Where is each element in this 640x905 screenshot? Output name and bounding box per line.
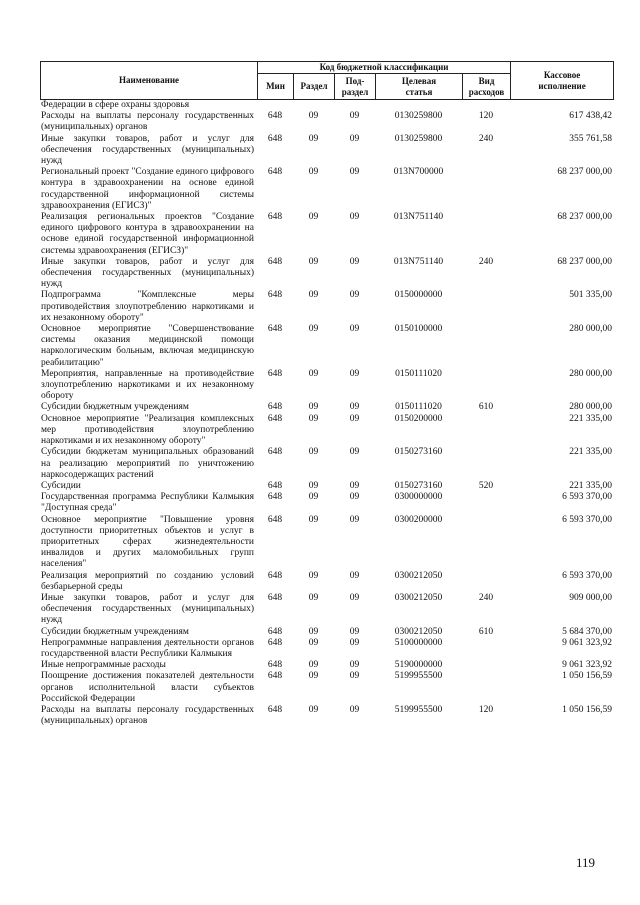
row-razdel: 09 <box>308 133 319 144</box>
row-name: Региональный проект "Создание единого цифрового контура в здравоохранении на основе единой государственной информационной системы здравоохранения (ЕГИСЗ)" <box>41 167 254 211</box>
table-row <box>40 705 613 727</box>
header-vid-line1: Вид <box>478 75 495 86</box>
page-number: 119 <box>576 855 596 870</box>
row-celevaya: 0300212050 <box>394 592 443 603</box>
table-header <box>40 61 614 100</box>
header-razdel: Раздел <box>294 74 335 100</box>
row-name: Государственная программа Республики Калмыкия "Доступная среда" <box>41 492 254 514</box>
row-amount: 6 593 370,00 <box>562 492 612 503</box>
row-min: 648 <box>267 212 283 223</box>
row-min: 648 <box>267 570 283 581</box>
row-celevaya: 5190000000 <box>394 660 443 671</box>
row-podrazdel: 09 <box>349 480 360 491</box>
row-razdel: 09 <box>308 626 319 637</box>
row-razdel: 09 <box>308 167 319 178</box>
table-row <box>40 324 613 369</box>
row-amount: 221 335,00 <box>569 480 612 491</box>
row-min: 648 <box>267 704 283 715</box>
row-vid <box>462 100 510 111</box>
header-vid <box>463 74 511 100</box>
row-celevaya: 5199955500 <box>394 671 443 682</box>
header-vid-line2: расходов <box>468 86 505 97</box>
row-celevaya: 0300212050 <box>394 570 443 581</box>
row-celevaya: 0300212050 <box>394 626 443 637</box>
row-vid: 240 <box>478 133 494 144</box>
row-min: 648 <box>267 447 283 458</box>
header-podrazdel-line1: Под- <box>345 75 365 86</box>
header-celevaya-line2: статья <box>405 86 433 97</box>
row-celevaya: 0150000000 <box>394 290 443 301</box>
row-razdel: 09 <box>308 402 319 413</box>
row-podrazdel: 09 <box>349 368 360 379</box>
table-row <box>40 593 613 627</box>
row-amount: 617 438,42 <box>569 111 612 122</box>
row-celevaya: 0300200000 <box>394 514 443 525</box>
row-vid: 520 <box>478 480 494 491</box>
table-row <box>40 447 613 481</box>
row-podrazdel: 09 <box>349 324 360 335</box>
header-kassovoe-line1: Кассовое <box>543 69 581 80</box>
row-razdel: 09 <box>308 111 319 122</box>
row-min: 648 <box>267 133 283 144</box>
row-min: 648 <box>267 671 283 682</box>
row-razdel: 09 <box>308 671 319 682</box>
row-vid: 240 <box>478 256 494 267</box>
row-min: 648 <box>267 111 283 122</box>
row-celevaya: 013N751140 <box>393 256 444 267</box>
table-row <box>40 257 613 291</box>
header-kassovoe <box>511 62 614 100</box>
row-amount: 909 000,00 <box>569 592 612 603</box>
row-vid: 120 <box>478 704 494 715</box>
row-min: 648 <box>267 368 283 379</box>
row-razdel: 09 <box>308 256 319 267</box>
budget-table <box>40 61 613 727</box>
row-vid <box>462 571 510 593</box>
row-vid <box>462 290 510 324</box>
row-celevaya: 013N751140 <box>393 212 444 223</box>
row-podrazdel: 09 <box>349 671 360 682</box>
row-vid <box>462 660 510 671</box>
table-row <box>40 290 613 324</box>
row-amount: 6 593 370,00 <box>562 570 612 581</box>
row-podrazdel: 09 <box>349 402 360 413</box>
row-podrazdel: 09 <box>349 133 360 144</box>
row-podrazdel: 09 <box>349 514 360 525</box>
row-vid: 120 <box>478 111 494 122</box>
row-razdel: 09 <box>308 447 319 458</box>
row-celevaya: 0150111020 <box>395 368 442 379</box>
row-amount: 280 000,00 <box>569 402 612 413</box>
row-vid <box>462 447 510 481</box>
row-name: Субсидии бюджетным учреждениям <box>41 402 189 413</box>
row-podrazdel: 09 <box>349 492 360 503</box>
row-podrazdel: 09 <box>349 660 360 671</box>
row-amount: 68 237 000,00 <box>557 212 612 223</box>
row-vid: 610 <box>478 402 494 413</box>
table-row <box>40 111 613 133</box>
row-name: Иные закупки товаров, работ и услуг для обеспечения государственных (муниципальных) нужд <box>41 592 254 626</box>
table-row <box>40 627 613 638</box>
row-razdel: 09 <box>308 212 319 223</box>
row-amount <box>510 100 613 111</box>
row-amount: 5 684 370,00 <box>562 626 612 637</box>
row-amount: 280 000,00 <box>569 324 612 335</box>
row-name: Иные непрограммные расходы <box>41 660 166 671</box>
row-name: Субсидии <box>41 480 81 491</box>
row-podrazdel: 09 <box>349 111 360 122</box>
row-razdel: 09 <box>308 492 319 503</box>
row-razdel <box>293 100 334 111</box>
row-razdel: 09 <box>308 324 319 335</box>
row-vid <box>462 167 510 212</box>
row-min: 648 <box>267 480 283 491</box>
row-razdel: 09 <box>308 368 319 379</box>
header-podrazdel-line2: раздел <box>341 86 369 97</box>
row-min: 648 <box>267 626 283 637</box>
header-name: Наименование <box>41 62 258 100</box>
row-amount: 68 237 000,00 <box>557 256 612 267</box>
row-vid <box>462 414 510 448</box>
row-podrazdel: 09 <box>349 447 360 458</box>
row-vid <box>462 492 510 514</box>
table-row <box>40 638 613 660</box>
row-name: Субсидии бюджетным учреждениям <box>41 626 189 637</box>
row-vid: 240 <box>478 592 494 603</box>
row-amount: 501 335,00 <box>569 290 612 301</box>
row-amount: 355 761,58 <box>569 133 612 144</box>
row-vid <box>462 671 510 705</box>
table-row <box>40 167 613 212</box>
row-razdel: 09 <box>308 413 319 424</box>
row-vid <box>462 515 510 571</box>
table-row <box>40 481 613 492</box>
row-name: Федерации в сфере охраны здоровья <box>41 100 190 110</box>
row-celevaya: 0300000000 <box>394 492 443 503</box>
row-min: 648 <box>267 167 283 178</box>
header-min: Мин <box>258 74 294 100</box>
row-podrazdel: 09 <box>349 570 360 581</box>
row-podrazdel: 09 <box>349 256 360 267</box>
table-row <box>40 660 613 671</box>
row-amount: 280 000,00 <box>569 368 612 379</box>
row-razdel: 09 <box>308 660 319 671</box>
row-podrazdel: 09 <box>349 290 360 301</box>
row-podrazdel: 09 <box>349 637 360 648</box>
row-razdel: 09 <box>308 290 319 301</box>
row-razdel: 09 <box>308 704 319 715</box>
row-podrazdel <box>334 100 375 111</box>
row-celevaya: 5100000000 <box>394 637 443 648</box>
row-name: Субсидии бюджетам муниципальных образований на реализацию мероприятий по уничтожению наркосодержащих растений <box>41 447 254 480</box>
row-name: Реализация мероприятий по созданию условий безбарьерной среды <box>41 570 254 592</box>
row-razdel: 09 <box>308 480 319 491</box>
row-min: 648 <box>267 592 283 603</box>
row-vid <box>462 369 510 403</box>
row-amount: 68 237 000,00 <box>557 167 612 178</box>
row-name: Подпрограмма "Комплексные меры противодействия злоупотреблению наркотиками и их незаконному обороту" <box>41 290 254 323</box>
row-podrazdel: 09 <box>349 167 360 178</box>
row-min: 648 <box>267 402 283 413</box>
row-podrazdel: 09 <box>349 626 360 637</box>
header-kbk: Код бюджетной классификации <box>258 62 511 74</box>
table-row <box>40 515 613 571</box>
row-amount: 221 335,00 <box>569 447 612 458</box>
row-name: Иные закупки товаров, работ и услуг для обеспечения государственных (муниципальных) нужд <box>41 133 254 167</box>
row-name: Иные закупки товаров, работ и услуг для обеспечения государственных (муниципальных) нужд <box>41 256 254 290</box>
row-name: Основное мероприятие "Совершенствование системы оказания медицинской помощи наркологическим больным, включая медицинскую реабилитацию" <box>41 324 254 368</box>
row-name: Мероприятия, направленные на противодействие злоупотреблению наркотиками и их незаконному обороту <box>41 368 254 402</box>
row-amount: 1 050 156,59 <box>562 671 612 682</box>
row-min: 648 <box>267 492 283 503</box>
row-min: 648 <box>267 290 283 301</box>
row-celevaya: 013N700000 <box>393 167 444 178</box>
table-row <box>40 402 613 413</box>
table-body <box>40 100 613 727</box>
row-min: 648 <box>267 514 283 525</box>
row-podrazdel: 09 <box>349 212 360 223</box>
row-name: Основное мероприятие "Реализация комплексных мер противодействия злоупотреблению наркотиками и их незаконному обороту" <box>41 413 254 447</box>
row-celevaya: 0150100000 <box>394 324 443 335</box>
row-celevaya: 0130259800 <box>394 133 443 144</box>
header-celevaya <box>376 74 463 100</box>
row-podrazdel: 09 <box>349 592 360 603</box>
table-row <box>40 492 613 514</box>
table-row <box>40 212 613 257</box>
row-vid: 610 <box>478 626 494 637</box>
table-row <box>40 100 613 111</box>
row-min: 648 <box>267 256 283 267</box>
row-name: Поощрение достижения показателей деятельности органов исполнительной власти субъектов Российской Федерации <box>41 671 254 704</box>
row-razdel: 09 <box>308 514 319 525</box>
row-celevaya: 0150111020 <box>395 402 442 413</box>
row-min: 648 <box>267 324 283 335</box>
row-amount: 9 061 323,92 <box>562 660 612 671</box>
row-vid <box>462 212 510 257</box>
header-podrazdel <box>335 74 376 100</box>
row-name: Основное мероприятие "Повышение уровня доступности приоритетных объектов и услуг в приоритетных сферах жизнедеятельности инвалидов и других маломобильных групп населения" <box>41 514 254 570</box>
row-amount: 1 050 156,59 <box>562 704 612 715</box>
row-amount: 221 335,00 <box>569 413 612 424</box>
row-celevaya: 0130259800 <box>394 111 443 122</box>
row-name: Реализация региональных проектов "Создание единого цифрового контура в здравоохранении на основе единой государственной информационной системы здравоохранения (ЕГИСЗ)" <box>41 212 254 256</box>
row-min: 648 <box>267 660 283 671</box>
row-name: Расходы на выплаты персоналу государственных (муниципальных) органов <box>41 704 254 727</box>
row-celevaya: 0150273160 <box>394 480 443 491</box>
row-razdel: 09 <box>308 570 319 581</box>
row-vid <box>462 324 510 369</box>
row-min <box>257 100 293 111</box>
row-amount: 6 593 370,00 <box>562 514 612 525</box>
row-celevaya <box>375 100 462 111</box>
row-vid <box>462 638 510 660</box>
table-row <box>40 414 613 448</box>
row-celevaya: 5199955500 <box>394 704 443 715</box>
row-podrazdel: 09 <box>349 704 360 715</box>
row-razdel: 09 <box>308 637 319 648</box>
row-name: Непрограммные направления деятельности органов государственной власти Республики Калмыкия <box>41 637 254 659</box>
table-row <box>40 571 613 593</box>
row-name: Расходы на выплаты персоналу государственных (муниципальных) органов <box>41 111 254 133</box>
row-amount: 9 061 323,92 <box>562 637 612 648</box>
table-row <box>40 369 613 403</box>
header-kassovoe-line2: исполнение <box>538 80 586 91</box>
row-celevaya: 0150200000 <box>394 413 443 424</box>
row-podrazdel: 09 <box>349 413 360 424</box>
row-min: 648 <box>267 637 283 648</box>
row-razdel: 09 <box>308 592 319 603</box>
table-row <box>40 671 613 705</box>
row-min: 648 <box>267 413 283 424</box>
row-celevaya: 0150273160 <box>394 447 443 458</box>
header-celevaya-line1: Целевая <box>401 75 437 86</box>
table-row <box>40 134 613 168</box>
